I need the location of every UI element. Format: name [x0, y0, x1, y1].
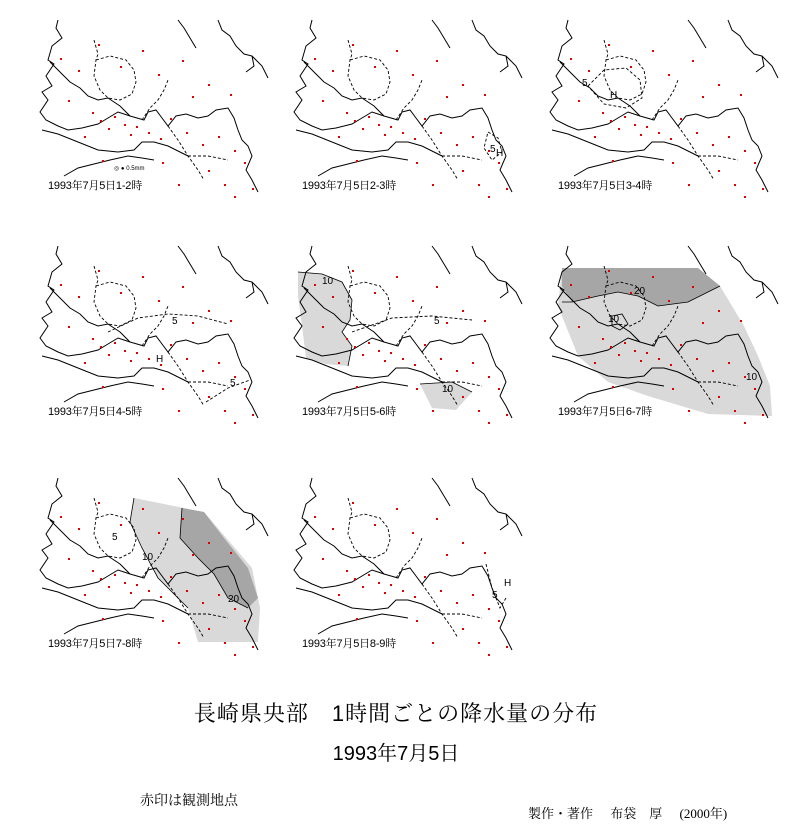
contour-label: 10 — [608, 314, 620, 325]
map-panel-4 — [38, 246, 270, 436]
page-date: 1993年7月5日 — [332, 743, 460, 765]
map-panel-5 — [292, 246, 524, 436]
contour-label: 10 — [322, 276, 334, 287]
map-panel-7 — [38, 478, 270, 668]
contour-label: 20 — [228, 594, 240, 605]
high-label: H — [610, 90, 618, 101]
contour-label: 5 — [112, 532, 118, 543]
contour-label: 20 — [634, 286, 646, 297]
contour-label: 5 — [230, 378, 236, 389]
legend-note: 赤印は観測地点 — [140, 792, 238, 808]
panel-label: 1993年7月5日1-2時 — [48, 177, 142, 193]
scale-note: ◎ ● 0.5mm — [114, 166, 145, 172]
contour-label: 10 — [442, 384, 454, 395]
high-label: H — [496, 148, 504, 159]
contour-label: 5 — [492, 590, 498, 601]
map-panel-1 — [38, 20, 270, 210]
map-panel-3 — [548, 20, 780, 210]
panel-label: 1993年7月5日2-3時 — [302, 177, 396, 193]
panel-label: 1993年7月5日6-7時 — [558, 403, 652, 419]
credit-role: 製作・著作 — [528, 806, 594, 821]
panel-label: 1993年7月5日8-9時 — [302, 635, 396, 651]
page-title: 長崎県央部 1時間ごとの降水量の分布 — [193, 701, 599, 726]
map-panel-8 — [292, 478, 524, 668]
credit-author: 布袋 厚 — [610, 806, 663, 821]
map-panel-2 — [292, 20, 524, 210]
credit — [528, 803, 741, 822]
contour-label: 5 — [172, 316, 178, 327]
high-label: H — [504, 578, 512, 589]
credit-year: (2000年) — [679, 806, 728, 821]
high-label: H — [156, 354, 164, 365]
contour-line — [588, 68, 642, 108]
contour-label: 10 — [142, 552, 154, 563]
panel-label: 1993年7月5日4-5時 — [48, 403, 142, 419]
contour-label: 5 — [582, 78, 588, 89]
contour-label: 5 — [434, 316, 440, 327]
contour-label: 5 — [490, 144, 496, 155]
panel-label: 1993年7月5日7-8時 — [48, 635, 142, 651]
contour-line — [486, 564, 506, 608]
panel-label: 1993年7月5日3-4時 — [558, 177, 652, 193]
contour-line — [206, 380, 250, 402]
panel-label: 1993年7月5日5-6時 — [302, 403, 396, 419]
contour-label: 10 — [746, 372, 758, 383]
map-panel-6 — [548, 246, 780, 436]
